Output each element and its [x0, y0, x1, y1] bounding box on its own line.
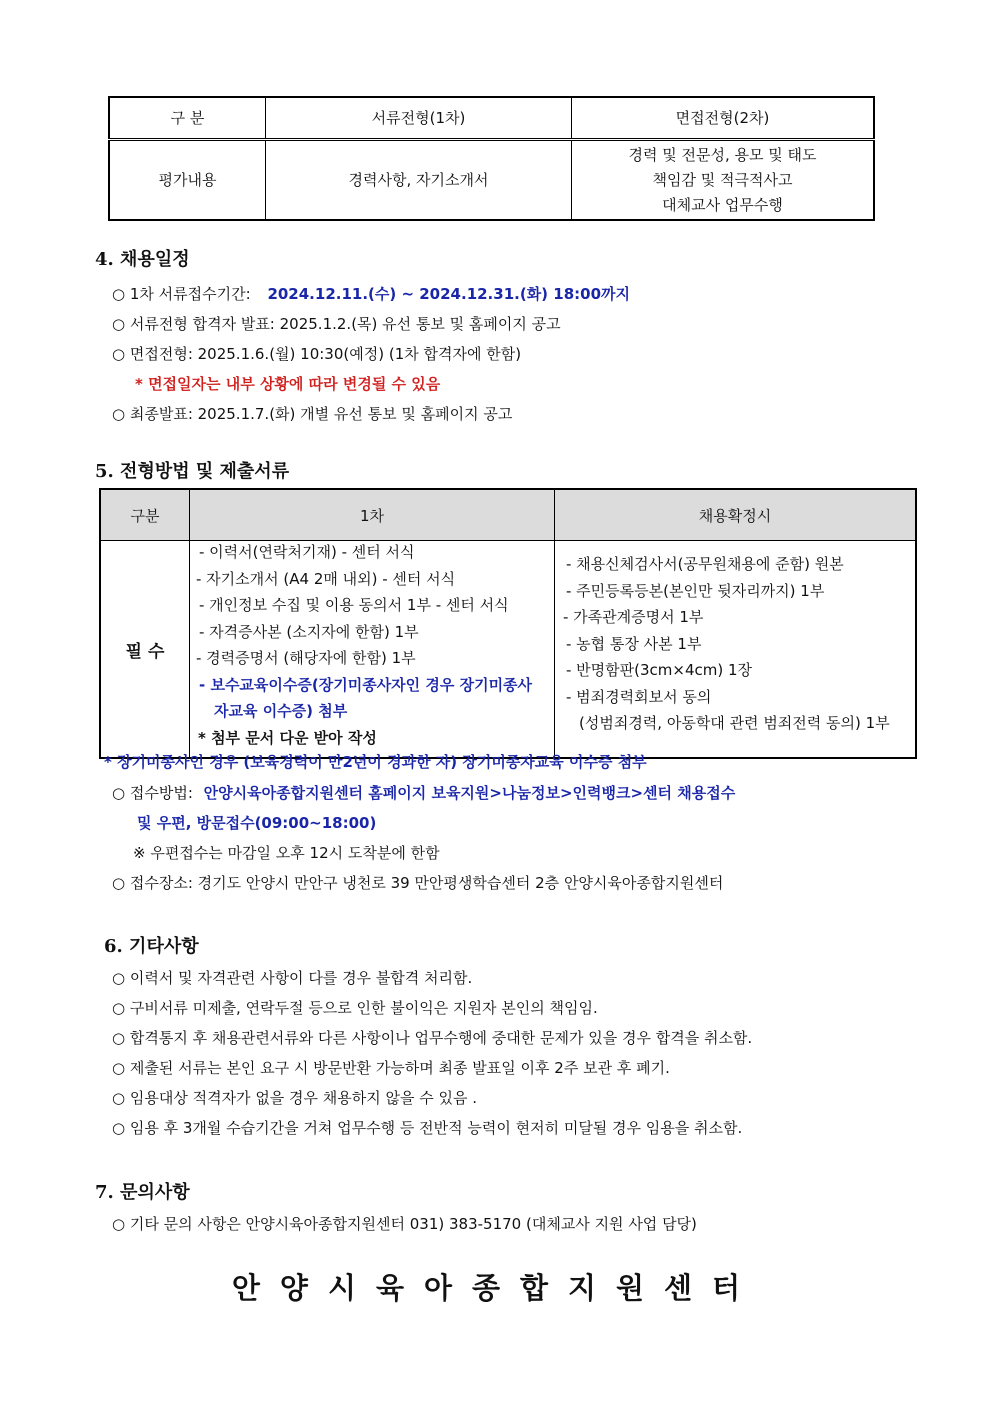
first-doc-note: * 첨부 문서 다운 받아 작성 [198, 728, 377, 747]
submission-method-label: ○ 접수방법: [112, 784, 193, 802]
confirm-doc-item: - 가족관계증명서 1부 [563, 608, 704, 626]
confirm-doc-item: - 반명함판(3cm×4cm) 1장 [566, 661, 753, 679]
first-stage-documents [190, 541, 555, 759]
inquiry-item: ○ 기타 문의 사항은 안양시육아종합지원센터 031) 383-5170 (대체교사 지원 사업 담당) [112, 1215, 697, 1233]
first-doc-item: - 이력서(연락처기재) - 센터 서식 [199, 543, 415, 561]
interview-criteria-line: 대체교사 업무수행 [662, 195, 783, 214]
documents-table-row [100, 541, 916, 759]
confirm-stage-documents [555, 541, 917, 759]
confirm-doc-item: - 채용신체검사서(공무원채용에 준함) 원본 [566, 555, 844, 573]
required-label: 필 수 [100, 541, 190, 759]
schedule-item-2: ○ 서류전형 합격자 발표: 2025.1.2.(목) 유선 통보 및 홈페이지 공고 [112, 315, 561, 333]
other-item: ○ 제출된 서류는 본인 요구 시 방문반환 가능하며 최종 발표일 이후 2주 보관 후 폐기. [112, 1059, 670, 1077]
section7-title: 7. 문의사항 [95, 1182, 190, 1203]
other-item: ○ 임용대상 적격자가 없을 경우 채용하지 않을 수 있음 . [112, 1089, 478, 1107]
interview-criteria-line: 경력 및 전문성, 용모 및 태도 [628, 145, 817, 164]
confirm-doc-item: - 주민등록등본(본인만 뒷자리까지) 1부 [566, 581, 825, 600]
header-confirm: 채용확정시 [555, 489, 917, 541]
schedule-item-4: ○ 최종발표: 2025.1.7.(화) 개별 유선 통보 및 홈페이지 공고 [112, 405, 513, 423]
schedule-item-3: ○ 면접전형: 2025.1.6.(월) 10:30(예정) (1차 합격자에 한함) [112, 345, 522, 363]
evaluation-table-row [109, 140, 874, 221]
section6-title: 6. 기타사항 [104, 936, 199, 957]
first-doc-item: - 경력증명서 (해당자에 한함) 1부 [196, 649, 416, 667]
submission-place: ○ 접수장소: 경기도 안양시 만안구 냉천로 39 만안평생학습센터 2층 안양시육아종합지원센터 [112, 874, 724, 892]
first-doc-blue-item-cont: 자교육 이수증) 첨부 [214, 702, 348, 720]
header-division: 구 분 [109, 97, 266, 140]
post-note: ※ 우편접수는 마감일 오후 12시 도착분에 한함 [133, 844, 440, 862]
first-doc-item: - 자격증사본 (소지자에 한함) 1부 [199, 622, 419, 641]
header-document-screening: 서류전형(1차) [266, 97, 572, 140]
confirm-doc-item: (성범죄경력, 아동학대 관련 범죄전력 동의) 1부 [579, 714, 890, 732]
submission-method-value: 안양시육아종합지원센터 홈페이지 보육지원>나눔정보>인력뱅크>센터 채용접수 [203, 784, 736, 802]
evaluation-table [108, 96, 875, 221]
schedule-item-1-value: 2024.12.11.(수) ~ 2024.12.31.(화) 18:00까지 [267, 285, 630, 303]
first-doc-item: - 자기소개서 (A4 2매 내외) - 센터 서식 [196, 569, 456, 588]
schedule-note: * 면접일자는 내부 상황에 따라 변경될 수 있음 [135, 375, 441, 393]
organization-footer: 안양시육아종합지원센터 [231, 1271, 761, 1305]
schedule-item-1 [112, 283, 630, 304]
long-term-note: * 장기미종사인 경우 (보육경력이 만2년이 경과한 자) 장기미종자교육 이수증 첨부 [104, 753, 647, 771]
confirm-doc-item: - 범죄경력회보서 동의 [566, 687, 712, 706]
header-division: 구분 [100, 489, 190, 541]
interview-criteria [572, 140, 875, 221]
schedule-item-1-label: ○ 1차 서류접수기간: [112, 285, 251, 303]
row-label: 평가내용 [109, 140, 266, 221]
documents-table [99, 488, 917, 759]
other-item: ○ 합격통지 후 채용관련서류와 다른 사항이나 업무수행에 중대한 문제가 있을 경우 합격을 취소함. [112, 1029, 753, 1047]
evaluation-table-header [109, 97, 874, 140]
section4-title: 4. 채용일정 [95, 249, 190, 270]
document-criteria: 경력사항, 자기소개서 [266, 140, 572, 221]
documents-table-header [100, 489, 916, 541]
confirm-doc-item: - 농협 통장 사본 1부 [566, 634, 702, 653]
other-item: ○ 임용 후 3개월 수습기간을 거쳐 업무수행 등 전반적 능력이 현저히 미달될 경우 임용을 취소함. [112, 1119, 743, 1137]
header-interview: 면접전형(2차) [572, 97, 875, 140]
submission-method-value-cont: 및 우편, 방문접수(09:00~18:00) [137, 814, 377, 832]
section5-title: 5. 전형방법 및 제출서류 [95, 461, 290, 482]
interview-criteria-line: 책임감 및 적극적사고 [652, 170, 793, 189]
other-item: ○ 구비서류 미제출, 연락두절 등으로 인한 불이익은 지원자 본인의 책임임. [112, 999, 598, 1017]
header-first: 1차 [190, 489, 555, 541]
first-doc-item: - 개인정보 수집 및 이용 동의서 1부 - 센터 서식 [199, 596, 509, 614]
submission-method [112, 782, 735, 803]
other-item: ○ 이력서 및 자격관련 사항이 다를 경우 불합격 처리함. [112, 969, 473, 987]
first-doc-blue-item: - 보수교육이수증(장기미종사자인 경우 장기미종사 [199, 675, 533, 694]
